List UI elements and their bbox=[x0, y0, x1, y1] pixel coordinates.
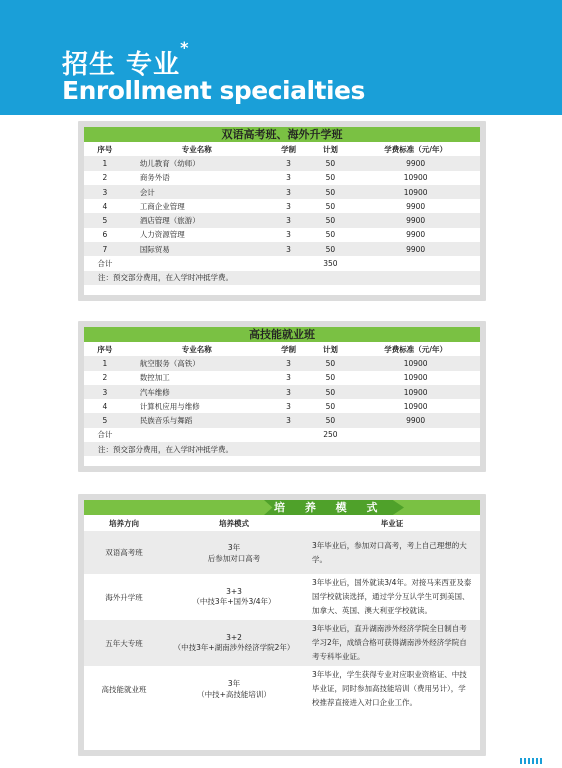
table-cell bbox=[351, 428, 480, 442]
table-cell: 3 bbox=[84, 385, 126, 399]
skills-table bbox=[84, 342, 480, 456]
table-cell: 工商企业管理 bbox=[139, 201, 185, 211]
col-major: 专业名称 bbox=[181, 344, 212, 354]
mode-line: （中技3年+国外3/4年） bbox=[192, 597, 276, 606]
section-title: 培 养 模 式 bbox=[84, 500, 480, 515]
table-row bbox=[84, 185, 480, 199]
table-row bbox=[84, 413, 480, 427]
col-years: 学制 bbox=[281, 144, 297, 154]
title-asterisk: * bbox=[180, 38, 190, 57]
table-cell: 汽车维修 bbox=[126, 385, 268, 399]
table-cell: 10900 bbox=[403, 173, 428, 183]
table-cell: 50 bbox=[309, 356, 351, 370]
note-row bbox=[84, 442, 480, 456]
table-cell: 高技能就业班 bbox=[101, 684, 147, 694]
table-cell: 4 bbox=[102, 401, 108, 411]
table-cell: 3 bbox=[268, 356, 310, 370]
table-cell: 50 bbox=[309, 242, 351, 256]
table-cell: 50 bbox=[325, 373, 336, 383]
table-cell: 1 bbox=[84, 156, 126, 170]
table-cell: 会计 bbox=[126, 185, 268, 199]
table-cell: 注：预交部分费用，在入学时冲抵学费。 bbox=[84, 442, 480, 456]
table-cell: 50 bbox=[309, 385, 351, 399]
bilingual-table bbox=[84, 142, 480, 285]
table-cell: 1 bbox=[84, 356, 126, 370]
table-cell: 3年毕业后，国外就读3/4年。对接马来西亚及泰国学校就读选择，通过学分互认学生可到美国、加拿大、英国、澳大利亚学校就读。 bbox=[312, 578, 472, 615]
table-cell: 4 bbox=[102, 201, 108, 211]
table-cell: 10900 bbox=[351, 185, 480, 199]
table-row bbox=[84, 385, 480, 399]
table-cell: 10900 bbox=[403, 373, 428, 383]
page-title-cn: 招生 专业* bbox=[62, 38, 190, 80]
table-row bbox=[84, 399, 480, 413]
col-index: 序号 bbox=[97, 344, 113, 354]
table-cell: 3 bbox=[268, 242, 310, 256]
section-bilingual-panel bbox=[78, 121, 486, 301]
mode-line: 3年 bbox=[227, 542, 241, 552]
table-cell bbox=[351, 256, 480, 270]
table-row bbox=[84, 156, 480, 170]
table-cell: 10900 bbox=[403, 401, 428, 411]
table-row bbox=[84, 242, 480, 256]
table-cell: 50 bbox=[325, 230, 336, 240]
table-cell: 3 bbox=[286, 230, 291, 240]
table-cell: 数控加工 bbox=[139, 373, 170, 383]
table-cell: 人力资源管理 bbox=[139, 230, 185, 240]
table-cell: 3 bbox=[84, 185, 126, 199]
page-header bbox=[0, 0, 562, 115]
section-training-panel bbox=[78, 494, 486, 756]
total-row bbox=[84, 256, 480, 270]
table-cell: 50 bbox=[325, 401, 336, 411]
table-cell: 合计 bbox=[97, 430, 113, 440]
col-plan: 计划 bbox=[322, 344, 338, 354]
table-cell: 50 bbox=[325, 201, 336, 211]
table-cell: 酒店管理（旅游） bbox=[126, 213, 268, 227]
table-cell: 航空服务（高铁） bbox=[126, 356, 268, 370]
table-cell: 50 bbox=[309, 185, 351, 199]
table-cell bbox=[268, 428, 310, 442]
table-cell: 9900 bbox=[406, 201, 426, 211]
table-row bbox=[84, 213, 480, 227]
col-fee: 学费标准（元/年） bbox=[384, 344, 448, 354]
table-cell: 3年毕业，学生获得专业对应职业资格证、中技毕业证，同时参加高技能培训（费用另计），学校推荐直接进入对口企业工作。 bbox=[312, 670, 467, 707]
table-cell: 10900 bbox=[351, 385, 480, 399]
table-cell: 50 bbox=[309, 156, 351, 170]
table-row bbox=[84, 620, 480, 666]
table-cell: 3 bbox=[268, 156, 310, 170]
table-cell: 3 bbox=[268, 385, 310, 399]
table-cell: 3年毕业后，参加对口高考，考上自己理想的大学。 bbox=[304, 531, 480, 574]
table-cell: 3 bbox=[268, 213, 310, 227]
table-cell: 3 bbox=[286, 201, 291, 211]
table-cell: 250 bbox=[323, 430, 338, 440]
section-title: 高技能就业班 bbox=[84, 327, 480, 342]
table-cell: 9900 bbox=[406, 230, 426, 240]
table-cell: 海外升学班 bbox=[105, 592, 143, 602]
table-row bbox=[84, 574, 480, 620]
table-header bbox=[84, 515, 480, 531]
table-cell bbox=[164, 531, 304, 574]
col-major: 专业名称 bbox=[181, 144, 212, 154]
table-cell: 9900 bbox=[351, 413, 480, 427]
table-cell: 2 bbox=[102, 173, 108, 183]
table-cell: 3年毕业后，直升湖南涉外经济学院全日制自考学习2年，成绩合格可获得湖南涉外经济学院自考专科毕业证。 bbox=[304, 620, 480, 666]
table-cell bbox=[126, 428, 268, 442]
table-cell bbox=[164, 620, 304, 666]
table-cell: 2 bbox=[102, 373, 108, 383]
mode-line: 3年 bbox=[227, 679, 241, 688]
table-row bbox=[84, 356, 480, 370]
col-direction: 培养方向 bbox=[109, 518, 139, 528]
table-cell: 9900 bbox=[351, 242, 480, 256]
table-cell: 6 bbox=[102, 230, 108, 240]
table-cell: 合计 bbox=[97, 259, 113, 269]
decorative-stripes bbox=[520, 758, 544, 764]
table-cell: 计算机应用与维修 bbox=[139, 401, 200, 411]
table-cell bbox=[164, 574, 304, 620]
table-cell: 10900 bbox=[351, 356, 480, 370]
table-cell: 5 bbox=[84, 413, 126, 427]
mode-line: 后参加对口高考 bbox=[207, 553, 261, 563]
table-cell: 双语高考班 bbox=[84, 531, 164, 574]
table-cell: 3 bbox=[286, 173, 291, 183]
table-cell: 9900 bbox=[351, 156, 480, 170]
table-row bbox=[84, 666, 480, 712]
table-cell: 5 bbox=[84, 213, 126, 227]
table-cell: 3 bbox=[286, 401, 291, 411]
col-index: 序号 bbox=[97, 144, 113, 154]
table-cell: 国际贸易 bbox=[126, 242, 268, 256]
total-row bbox=[84, 428, 480, 442]
table-cell: 9900 bbox=[351, 213, 480, 227]
mode-line: （中技+高技能培训） bbox=[197, 690, 271, 699]
table-header bbox=[84, 142, 480, 156]
section-title: 双语高考班、海外升学班 bbox=[84, 127, 480, 142]
table-cell: 幼儿教育（幼师） bbox=[126, 156, 268, 170]
table-cell: 3 bbox=[268, 413, 310, 427]
table-cell: 350 bbox=[323, 259, 338, 269]
mode-line: 3+3 bbox=[226, 587, 242, 596]
col-cert: 毕业证 bbox=[380, 518, 404, 528]
table-cell: 50 bbox=[309, 213, 351, 227]
training-table bbox=[84, 515, 480, 712]
table-row bbox=[84, 531, 480, 574]
table-cell: 民族音乐与舞蹈 bbox=[126, 413, 268, 427]
table-cell bbox=[268, 256, 310, 270]
table-row bbox=[84, 228, 480, 242]
table-cell bbox=[164, 666, 304, 712]
table-cell: 50 bbox=[325, 173, 336, 183]
table-cell: 7 bbox=[84, 242, 126, 256]
table-cell: 五年大专班 bbox=[84, 620, 164, 666]
table-row bbox=[84, 199, 480, 213]
table-cell: 3 bbox=[286, 373, 291, 383]
table-cell: 50 bbox=[309, 413, 351, 427]
col-plan: 计划 bbox=[322, 144, 338, 154]
mode-line: （中技3年+湖南涉外经济学院2年） bbox=[173, 643, 295, 652]
table-cell: 3 bbox=[268, 185, 310, 199]
note-row bbox=[84, 271, 480, 285]
col-years: 学制 bbox=[281, 344, 297, 354]
page-title-en: Enrollment specialties bbox=[62, 76, 365, 105]
table-cell bbox=[126, 256, 268, 270]
col-mode: 培养模式 bbox=[219, 518, 249, 528]
mode-line: 3+2 bbox=[226, 633, 242, 642]
col-fee: 学费标准（元/年） bbox=[384, 144, 448, 154]
table-row bbox=[84, 171, 480, 185]
section-skills-panel bbox=[78, 321, 486, 472]
table-cell: 商务外语 bbox=[139, 173, 170, 183]
table-cell: 注：预交部分费用，在入学时冲抵学费。 bbox=[84, 271, 480, 285]
table-row bbox=[84, 371, 480, 385]
table-header bbox=[84, 342, 480, 356]
